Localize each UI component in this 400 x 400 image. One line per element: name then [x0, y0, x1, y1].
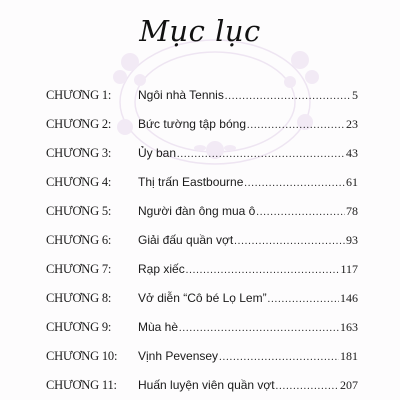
toc-page-number: 181 [340, 349, 358, 363]
toc-row[interactable] [0, 172, 400, 192]
toc-page-number: 5 [352, 88, 358, 102]
toc-page-number: 93 [346, 233, 358, 247]
toc-chapter-title: Người đàn ông mua ô [138, 204, 256, 218]
toc-leader-dots [276, 377, 339, 397]
toc-row[interactable] [0, 346, 400, 366]
toc-chapter-label: CHƯƠNG 9: [46, 320, 112, 334]
toc-page-number: 146 [340, 291, 358, 305]
toc-leader-dots [219, 348, 339, 368]
toc-page-number: 207 [340, 378, 358, 392]
toc-chapter-label: CHƯƠNG 7: [46, 262, 112, 276]
toc-row[interactable] [0, 85, 400, 105]
toc-chapter-title: Ủy ban [138, 146, 177, 160]
toc-chapter-title: Vịnh Pevensey [138, 349, 219, 363]
page-title: Mục lục [139, 14, 261, 48]
toc-leader-dots [247, 116, 345, 136]
toc-chapter-title: Huấn luyện viên quần vợt [138, 378, 275, 392]
toc-leader-dots [256, 203, 345, 223]
toc-page-number: 163 [340, 320, 358, 334]
toc-leader-dots [268, 290, 339, 310]
toc-leader-dots [234, 232, 345, 252]
toc-leader-dots [244, 174, 345, 194]
toc-row[interactable] [0, 230, 400, 250]
toc-chapter-title: Mùa hè [138, 320, 179, 334]
toc-page-number: 23 [346, 117, 358, 131]
toc-row[interactable] [0, 143, 400, 163]
toc-row[interactable] [0, 375, 400, 395]
toc-page-number: 43 [346, 146, 358, 160]
toc-row[interactable] [0, 114, 400, 134]
toc-chapter-label: CHƯƠNG 2: [46, 117, 112, 131]
toc-chapter-title: Thị trấn Eastbourne [138, 175, 244, 189]
toc-chapter-label: CHƯƠNG 3: [46, 146, 112, 160]
toc-chapter-title: Bức tường tập bóng [138, 117, 246, 131]
toc-chapter-label: CHƯƠNG 5: [46, 204, 112, 218]
toc-row[interactable] [0, 288, 400, 308]
toc-chapter-title: Vở diễn “Cô bé Lọ Lem” [138, 291, 267, 305]
toc-chapter-label: CHƯƠNG 1: [46, 88, 112, 102]
toc-chapter-title: Rạp xiếc [138, 262, 185, 276]
toc-page-number: 117 [340, 262, 358, 276]
toc-row[interactable] [0, 201, 400, 221]
toc-chapter-label: CHƯƠNG 11: [46, 378, 117, 392]
toc-row[interactable] [0, 317, 400, 337]
toc-leader-dots [177, 145, 345, 165]
toc-row[interactable] [0, 259, 400, 279]
toc-page-number: 78 [346, 204, 358, 218]
toc-leader-dots [186, 261, 340, 281]
toc-leader-dots [225, 87, 351, 107]
toc-page-number: 61 [346, 175, 358, 189]
toc-chapter-label: CHƯƠNG 4: [46, 175, 112, 189]
toc-chapter-label: CHƯƠNG 8: [46, 291, 112, 305]
toc-chapter-title: Ngôi nhà Tennis [138, 88, 224, 102]
toc-chapter-title: Giải đấu quần vợt [138, 233, 234, 247]
toc-chapter-label: CHƯƠNG 10: [46, 349, 118, 363]
toc-leader-dots [179, 319, 339, 339]
toc-chapter-label: CHƯƠNG 6: [46, 233, 112, 247]
